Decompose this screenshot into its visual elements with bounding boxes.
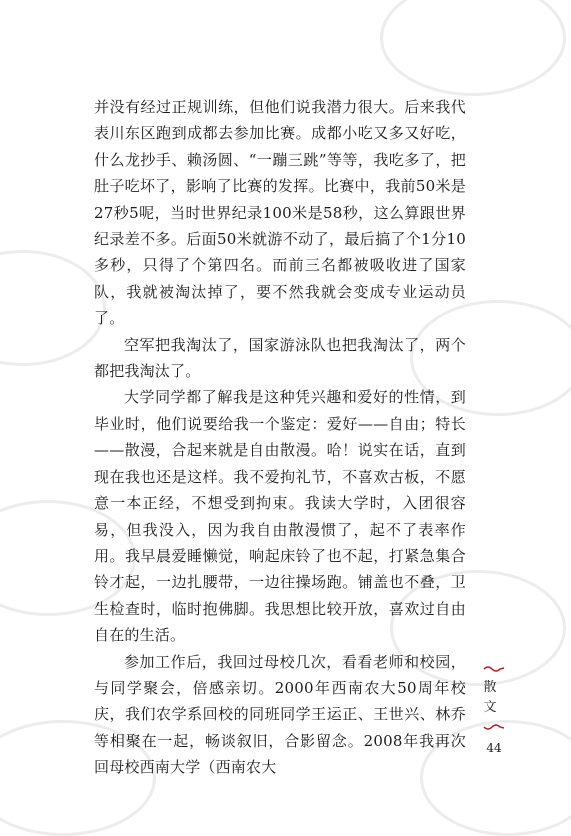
ornament-icon <box>474 658 514 678</box>
paragraph: 并没有经过正规训练，但他们说我潜力很大。后来我代表川东区跑到成都去参加比赛。成都小吃又多又好吃，什么龙抄手、赖汤圆、“一蹦三跳”等等，我吃多了，把肚子吃坏了，影响了比赛的发挥。比赛中，我前50米是27秒5呢，当时世界纪录100米是58秒，这么算跟世界纪录差不多。后面50米就游不动了，最后搞了个1分10多秒，只得了个第四名。而前三名都被吸收进了国家队，我就被淘汰掉了，要不然我就会变成专业运动员了。 <box>94 98 466 328</box>
page-number: 44 <box>486 741 502 755</box>
side-marker <box>474 658 514 758</box>
paragraph: 大学同学都了解我是这种凭兴趣和爱好的性情，到毕业时，他们说要给我一个鉴定：爱好——自由；特长——散漫，合起来就是自由散漫。哈！说实在话，直到现在我也还是这样。我不爱拘礼节，不喜欢古板，不愿意一本正经，不想受到拘束。我读大学时，入团很容易，但我没入，因为我自由散漫惯了，起不了表率作用。我早晨爱睡懒觉，响起床铃了也不起，打紧急集合铃才起，一边扎腰带，一边往操场跑。铺盖也不叠，卫生检查时，临时抱佛脚。我思想比较开放，喜欢过自由自在的生活。 <box>94 388 466 645</box>
ornament-icon <box>474 718 514 738</box>
paragraph: 空军把我淘汰了，国家游泳队也把我淘汰了，两个都把我淘汰了。 <box>94 335 466 381</box>
watermark-stamp <box>0 250 106 366</box>
paragraph: 参加工作后，我回过母校几次，看看老师和校园，与同学聚会，倍感亲切。2000年西南农大50周年校庆，我们农学系回校的同班同学王运正、王世兴、林乔等相聚在一起，畅谈叙旧，合影留念。2008年我再次回母校西南大学（西南农大 <box>94 652 466 777</box>
section-title: 散 文 <box>483 680 505 715</box>
watermark-stamp <box>380 0 566 96</box>
article-body <box>94 94 466 781</box>
